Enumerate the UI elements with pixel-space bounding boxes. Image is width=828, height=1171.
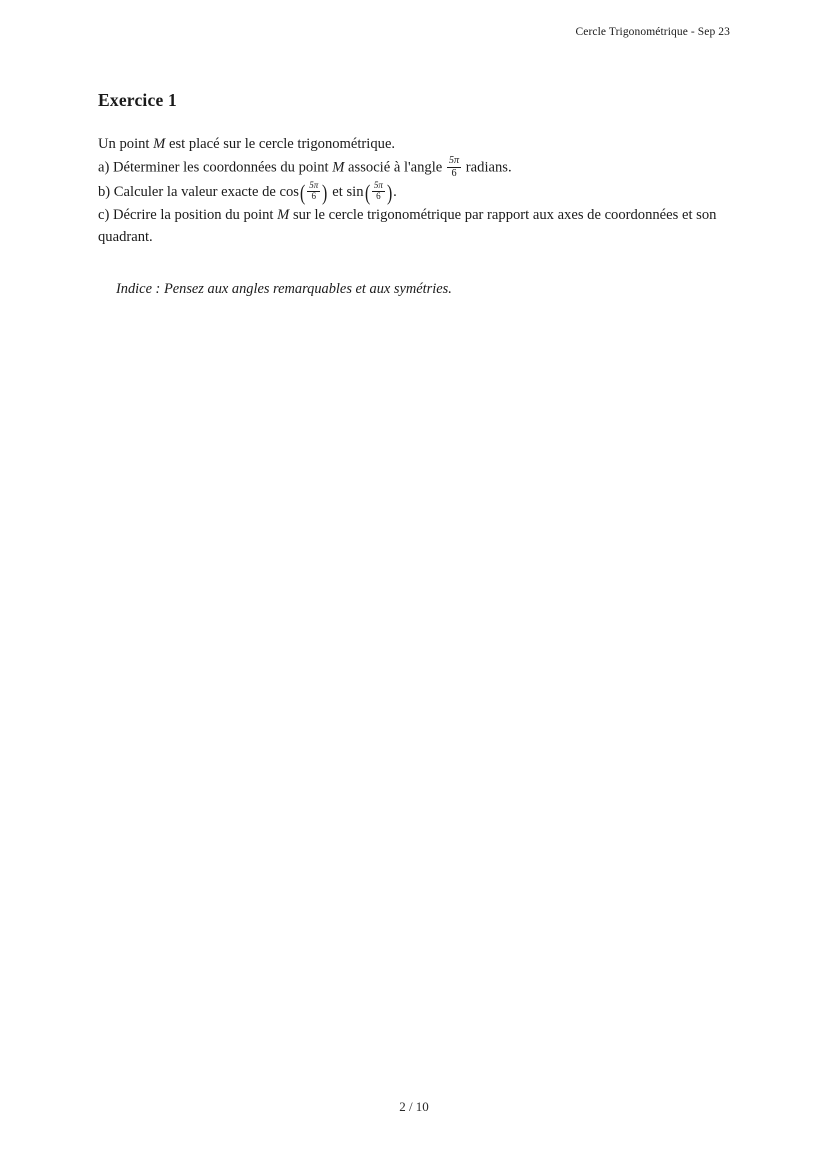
running-header: Cercle Trigonométrique - Sep 23 — [575, 26, 730, 38]
cosine-function-name: cos — [279, 183, 299, 200]
cos-argument-fraction — [307, 181, 320, 202]
angle-fraction — [447, 156, 461, 179]
angle-fraction-numerator: 5π — [447, 156, 461, 168]
question-b: b) Calculer la valeur exacte de cos( $\frac{5\pi}{6}$ ) et sin( $\frac{5\pi}{6}$ ). — [98, 179, 397, 205]
question-a-variable: M — [332, 159, 345, 176]
cos-fraction-numerator: 5π — [309, 179, 319, 190]
point-variable: M — [153, 136, 166, 152]
angle-fraction-denominator: 6 — [451, 167, 457, 179]
question-a-label: a) Déterminer les coordonnées du point — [98, 159, 333, 176]
sin-fraction-numerator: 5π — [373, 179, 383, 190]
question-c-tail: sur le cercle trigonométrique par rapport aux axes de coordonnées et son quadrant. — [98, 206, 717, 246]
question-c-label: c) Décrire la position du point — [98, 206, 278, 223]
sin-fraction-denominator: 6 — [376, 191, 381, 202]
question-c-variable: M — [277, 206, 290, 223]
sin-argument-fraction — [372, 181, 385, 202]
exercise-hint: Indice : Pensez aux angles remarquables et aux symétries. — [116, 281, 452, 298]
question-b-label: b) Calculer la valeur exacte de — [98, 183, 280, 200]
intro-text-before: Un point — [98, 136, 154, 152]
question-a-tail: radians. — [462, 159, 512, 176]
page-number: 2 / 10 — [399, 1099, 429, 1114]
question-a — [98, 156, 731, 179]
question-b-tail: . — [393, 183, 397, 200]
exercise-intro — [98, 133, 731, 155]
sine-function-name: sin — [346, 183, 364, 200]
intro-text-after: est placé sur le cercle trigonométrique. — [165, 136, 396, 152]
exercise-block — [98, 90, 731, 314]
question-c — [98, 204, 731, 248]
cos-fraction-denominator: 6 — [311, 191, 317, 202]
question-a-mid: associé à l'angle — [344, 159, 446, 176]
question-b-conjunction: et — [328, 183, 347, 200]
exercise-title: Exercice 1 — [98, 90, 177, 110]
